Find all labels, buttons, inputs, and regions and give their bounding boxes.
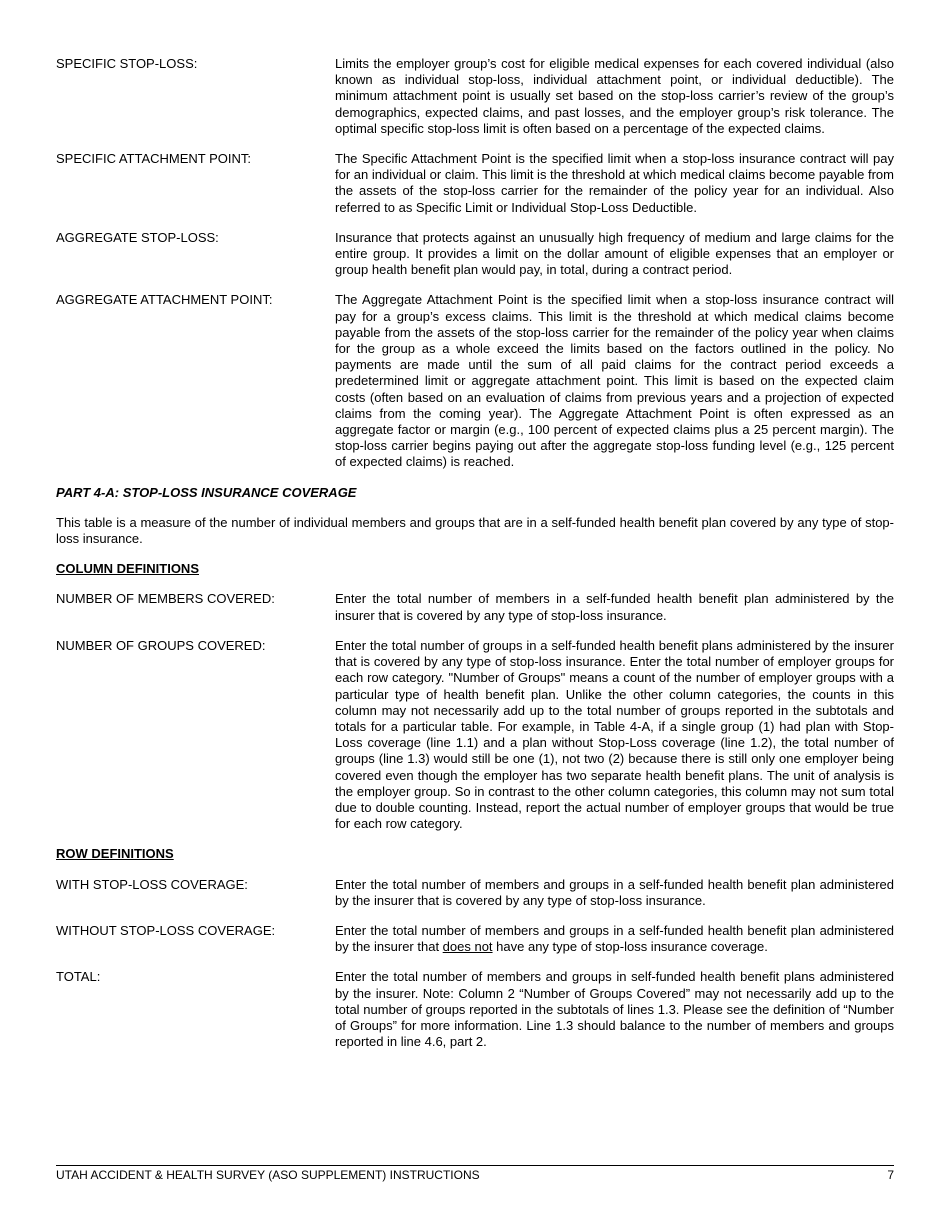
definition-members-covered (56, 591, 894, 623)
definition-specific-attachment-point (56, 151, 894, 216)
definition-description: Enter the total number of members and groups in a self-funded health benefit plan administered by the insurer that is covered by any type of stop-loss insurance. (335, 876, 894, 908)
column-definitions-heading: COLUMN DEFINITIONS (56, 561, 199, 577)
definition-term: WITH STOP-LOSS COVERAGE: (56, 876, 248, 892)
definition-aggregate-stop-loss (56, 230, 894, 279)
definition-groups-covered (56, 638, 894, 832)
page-footer (56, 1165, 894, 1183)
document-page (56, 56, 894, 1064)
definition-with-stop-loss (56, 877, 894, 909)
row-definitions-heading: ROW DEFINITIONS (56, 846, 174, 862)
definition-term: WITHOUT STOP-LOSS COVERAGE: (56, 922, 276, 938)
definition-term: AGGREGATE ATTACHMENT POINT: (56, 292, 273, 308)
definition-term: SPECIFIC STOP-LOSS: (56, 56, 198, 71)
definition-description: Enter the total number of members in a self-funded health benefit plan administered by the insurer that is covered by any type of stop-loss insurance. (335, 591, 894, 623)
definition-term: NUMBER OF MEMBERS COVERED: (56, 591, 275, 607)
desc-text-before: Enter the total number of members and groups in a self-funded health benefit plan administered by the insurer that (335, 922, 894, 955)
definition-description: The Specific Attachment Point is the specified limit when a stop-loss insurance contract will pay for an individual or claim. This limit is the threshold at which medical claims become payable from the assets of the stop-loss carrier for the remainder of the policy year for an individual. Also referred to as Specific Limit or Individual Stop-Loss Deductible. (335, 151, 894, 215)
page-number: 7 (887, 1168, 894, 1182)
definition-description: The Aggregate Attachment Point is the specified limit when a stop-loss insurance contract will pay for a group’s excess claims. This limit is the threshold at which medical claims become payable from the assets of the stop-loss carrier for the remainder of the policy year when claims for the group as a whole exceed the limits based on the factors outlined in the policy. No payments are made until the sum of all paid claims for the contract period exceeds a predetermined limit or aggregate attachment point. This limit is based on the expected claim costs (often based on an evaluation of claims from previous years and a projection of expected claims from the coming year). The Aggregate Attachment Point is often expressed as an aggregate factor or margin (e.g., 100 percent of expected claims plus a 25 percent margin). The stop-loss carrier begins paying out after the aggregate stop-loss funding level (e.g., 125 percent of expected claims) is reached. (335, 292, 894, 470)
definition-description (335, 923, 894, 955)
definition-term: NUMBER OF GROUPS COVERED: (56, 637, 266, 653)
definition-without-stop-loss (56, 923, 894, 955)
definition-aggregate-attachment-point (56, 292, 894, 470)
definition-term: TOTAL: (56, 969, 101, 985)
definition-description: Insurance that protects against an unusually high frequency of medium and large claims for the entire group. It provides a limit on the dollar amount of eligible expenses that an employer or group health benefit plan would pay, in total, during a contract period. (335, 229, 894, 278)
definition-term: SPECIFIC ATTACHMENT POINT: (56, 151, 252, 167)
definition-description: Enter the total number of groups in a self-funded health benefit plans administered by the insurer that is covered by any type of stop-loss insurance. Enter the total number of employer groups for each row category. "Number of Groups" means a count of the number of employer groups with a particular type of health benefit plan. Unlike the other column categories, the counts in this column may not necessarily add up to the total number of groups reported in the subtotals and totals for a particular table. For example, in Table 4-A, if a single group (1) had plan with Stop-Loss coverage (line 1.1) and a plan without Stop-Loss coverage (line 1.2), the total number of groups (line 1.3) would still be one (1), not two (2) because there is still only one employer being covered even though the employer has two separate health benefit plans. The unit of analysis is the employer group. So in contrast to the other column categories, this column may not sum total due to double counting. Instead, report the actual number of employer groups that would be true for each row category. (335, 637, 894, 832)
footer-title: UTAH ACCIDENT & HEALTH SURVEY (ASO SUPPLEMENT) INSTRUCTIONS (56, 1168, 480, 1182)
definition-description: Limits the employer group’s cost for eligible medical expenses for each covered individual (also known as individual stop-loss, individual attachment point, or individual deductible). The minimum attachment point is usually set based on the stop-loss carrier’s review of the group’s demographics, expected claims, and past losses, and the employer group’s risk tolerance. The optimal specific stop-loss limit is often based on a percentage of the expected claims. (335, 56, 894, 136)
definition-term: AGGREGATE STOP-LOSS: (56, 229, 219, 245)
definition-specific-stop-loss (56, 56, 894, 137)
desc-underlined-text: does not (442, 939, 493, 955)
desc-text-after: have any type of stop-loss insurance coverage. (492, 939, 768, 955)
definition-description: Enter the total number of members and groups in self-funded health benefit plans administered by the insurer. Note: Column 2 “Number of Groups Covered” may not necessarily add up to the total number of groups reported in the subtotals of lines 1.3. Please see the definition of “Number of Groups” for more information. Line 1.3 should balance to the number of members and groups reported in line 4.6, part 2. (335, 969, 894, 1050)
definition-total (56, 969, 894, 1050)
part-heading: PART 4-A: STOP-LOSS INSURANCE COVERAGE (56, 484, 357, 500)
intro-paragraph: This table is a measure of the number of individual members and groups that are in a self-funded health benefit plan covered by any type of stop-loss insurance. (56, 514, 894, 547)
